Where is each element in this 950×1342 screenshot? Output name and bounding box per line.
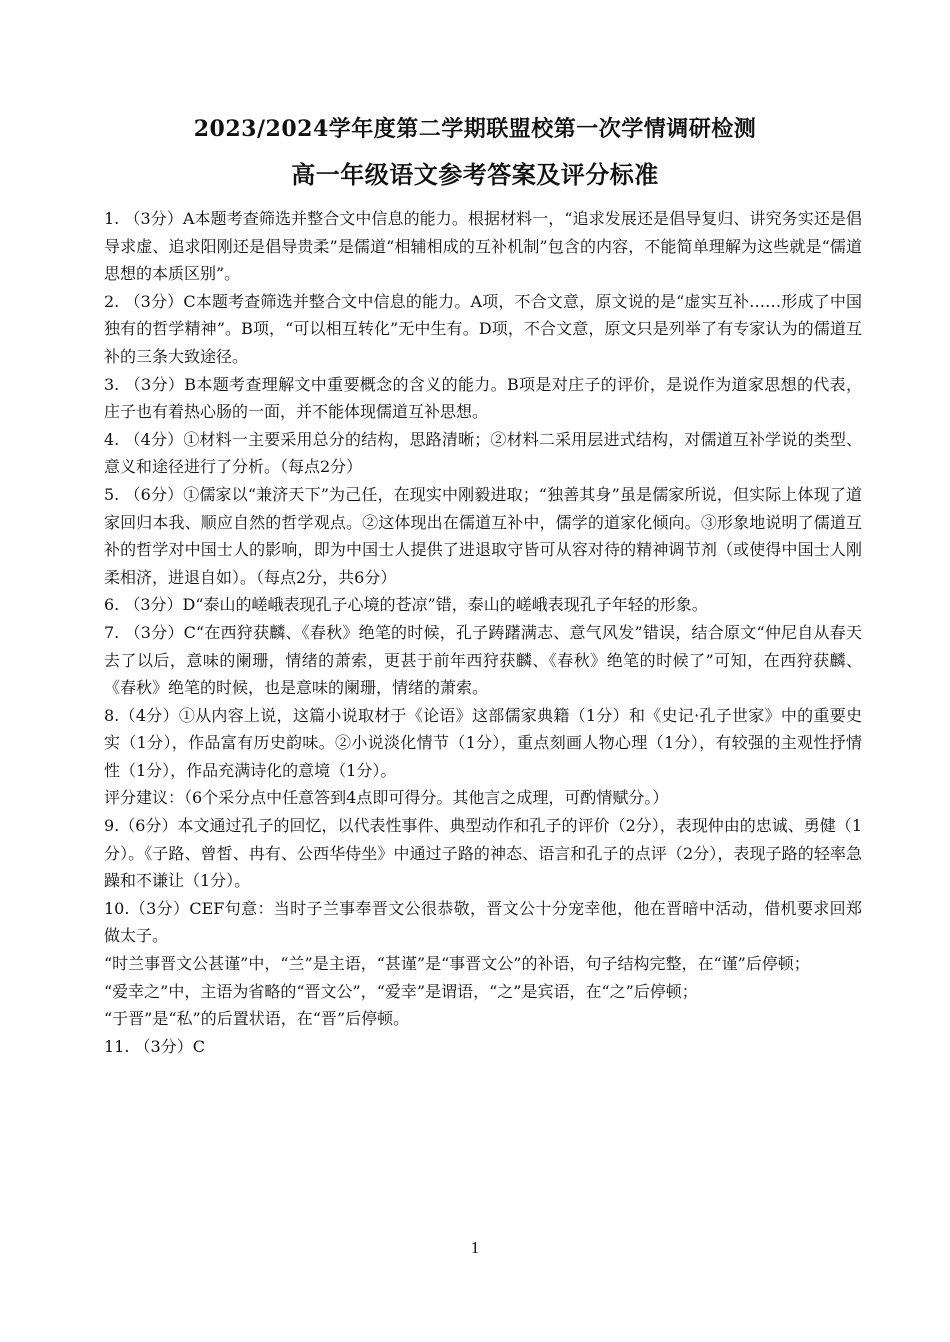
answer-item-3: 3. （3分）B本题考查理解文中重要概念的含义的能力。B项是对庄子的评价，是说作为道家思想的代表，庄子也有着热心肠的一面，并不能体现儒道互补思想。	[104, 374, 862, 422]
answer-item-7: 7. （3分）C“在西狩获麟、《春秋》绝笔的时候，孔子踌躇满志、意气风发”错误，结合原文“仲尼自从春天去了以后，意味的阑珊，情绪的萧索，更甚于前年西狩获麟、《春秋》绝笔的时候了”可知，在西狩获麟、《春秋》绝笔的时候，也是意味的阑珊，情绪的萧索。	[104, 622, 862, 698]
answer-item-10-note-2: “爱幸之”中，主语为省略的“晋文公”，“爱幸”是谓语，“之”是宾语，在“之”后停顿；	[104, 981, 698, 1001]
answer-item-10: 10.（3分）CEF句意：当时子兰事奉晋文公很恭敬，晋文公十分宠幸他，他在晋暗中活动，借机要求回郑做太子。	[104, 898, 862, 946]
page-number: 1	[470, 1238, 480, 1257]
scoring-note: 评分建议：（6个采分点中任意答到4点即可得分。其他言之成理，可酌情赋分。）	[104, 788, 669, 808]
answer-content	[104, 205, 862, 1060]
answer-item-1: 1. （3分）A本题考查筛选并整合文中信息的能力。根据材料一，“追求发展还是倡导复归、讲究务实还是倡导求虚、追求阳刚还是倡导贵柔”是儒道“相辅相成的互补机制”包含的内容，不能简单理解为这些就是“儒道思想的本质区别”。	[104, 209, 862, 284]
answer-item-9: 9.（6分）本文通过孔子的回忆，以代表性事件、典型动作和孔子的评价（2分），表现仲由的忠诚、勇健（1分）。《子路、曾皙、冉有、公西华侍坐》中通过子路的神态、语言和孔子的点评（2分），表现子路的轻率急躁和不谦让（1分）。	[104, 816, 862, 891]
answer-item-10-note-1: “时兰事晋文公甚谨”中，“兰”是主语，“甚谨”是“事晋文公”的补语，句子结构完整，在“谨”后停顿；	[104, 954, 810, 974]
answer-item-11: 11. （3分）C	[104, 1036, 205, 1056]
answer-item-10-note-3: “于晋”是“私”的后置状语，在“晋”后停顿。	[104, 1009, 410, 1029]
answer-item-5: 5. （6分）①儒家以“兼济天下”为己任，在现实中刚毅进取；“独善其身”虽是儒家所说，但实际上体现了道家回归本我、顺应自然的哲学观点。②这体现出在儒道互补中，儒学的道家化倾向。③形象地说明了儒道互补的哲学对中国士人的影响，即为中国士人提供了进退取守皆可从容对待的精神调节剂（或使得中国士人刚柔相济，进退自如）。（每点2分，共6分）	[104, 484, 862, 587]
document-subtitle: 高一年级语文参考答案及评分标准	[291, 160, 659, 189]
answer-item-6: 6. （3分）D“泰山的嵯峨表现孔子心境的苍凉”错，泰山的嵯峨表现孔子年轻的形象。	[104, 595, 708, 615]
answer-item-8: 8.（4分）①从内容上说，这篇小说取材于《论语》这部儒家典籍（1分）和《史记·孔子世家》中的重要史实（1分），作品富有历史韵味。②小说淡化情节（1分），重点刻画人物心理（1分），有较强的主观性抒情性（1分），作品充满诗化的意境（1分）。	[104, 705, 862, 780]
answer-item-4: 4. （4分）①材料一主要采用总分的结构，思路清晰；②材料二采用层进式结构，对儒道互补学说的类型、意义和途径进行了分析。（每点2分）	[104, 429, 862, 477]
document-title: 2023/2024学年度第二学期联盟校第一次学情调研检测	[193, 116, 757, 142]
answer-item-2: 2. （3分）C本题考查筛选并整合文中信息的能力。A项，不合文意，原文说的是“虚实互补……形成了中国独有的哲学精神”。B项，“可以相互转化”无中生有。D项，不合文意，原文只是列举了有专家认为的儒道互补的三条大致途径。	[104, 291, 862, 366]
